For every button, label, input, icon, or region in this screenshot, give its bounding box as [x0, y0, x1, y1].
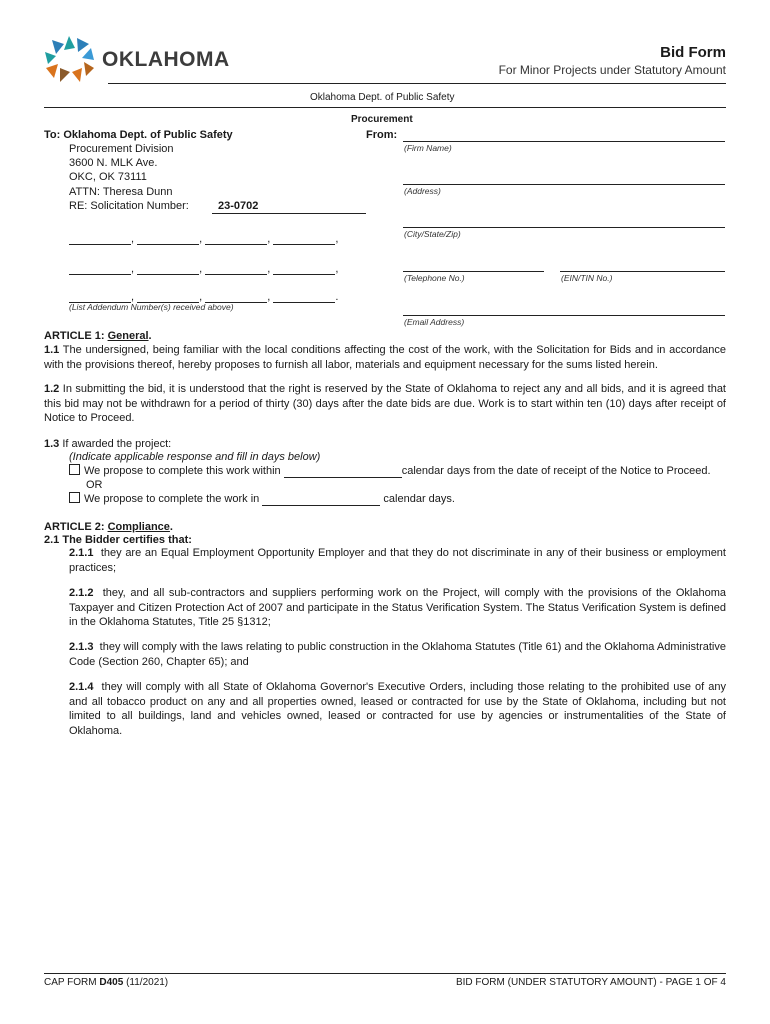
item-2-1-4-number: 2.1.4 — [69, 681, 94, 693]
addendum-field[interactable] — [273, 262, 335, 275]
footer-left — [44, 977, 168, 988]
to-line-1: Procurement Division — [69, 143, 174, 155]
addendum-field[interactable] — [273, 290, 335, 303]
section-1-3-number: 1.3 — [44, 438, 60, 450]
address-field[interactable] — [403, 184, 725, 185]
division-name: Procurement — [351, 114, 413, 125]
addendum-field[interactable] — [137, 232, 199, 245]
addendum-field[interactable] — [137, 262, 199, 275]
firm-name-caption: (Firm Name) — [404, 143, 452, 153]
addendum-row-2: , , , , — [69, 262, 338, 275]
firm-name-field[interactable] — [403, 141, 725, 142]
footer-right: BID FORM (UNDER STATUTORY AMOUNT) - PAGE 1 OF 4 — [455, 977, 726, 988]
agency-rule — [44, 107, 726, 108]
footer-form-date: (11/2021) — [123, 977, 169, 988]
article-1-title: General — [107, 330, 149, 342]
option-1-checkbox[interactable] — [69, 464, 80, 475]
item-2-1-1-number: 2.1.1 — [69, 547, 94, 559]
city-state-zip-caption: (City/State/Zip) — [404, 229, 461, 239]
telephone-field[interactable] — [403, 271, 544, 272]
option-1-suffix: calendar days from the date of receipt of the Notice to Proceed. — [401, 465, 711, 477]
footer-form-prefix: CAP FORM — [44, 977, 100, 988]
ein-tin-caption: (EIN/TIN No.) — [561, 273, 613, 283]
section-1-2-text: In submitting the bid, it is understood that the right is reserved by the State of Oklahoma to reject any and all bids, and it is agreed that this bid may not be withdrawn for a period of thirty (30) days after the date bids are due. Work is to start within ten (10) days after receipt of Notice to Proceed. — [44, 383, 726, 424]
email-caption: (Email Address) — [404, 317, 465, 327]
item-2-1-4-text: they will comply with all State of Oklahoma Governor's Executive Orders, including those relating to the prohibited use of any and all tobacco product on any and all properties owned, leased or contracted for use by the State of Oklahoma, including but not limited to all buildings, land and vehicles owned, leased or contracted for use by agencies or instrumentalities of the State of Oklahoma. — [69, 681, 726, 737]
to-line-3: OKC, OK 73111 — [69, 171, 147, 183]
agency-name: Oklahoma Dept. of Public Safety — [310, 92, 455, 103]
option-2-row — [69, 492, 455, 506]
solicitation-label: RE: Solicitation Number: — [69, 200, 189, 212]
addendum-field[interactable] — [205, 232, 267, 245]
article-2-heading: ARTICLE 2: Compliance. — [44, 521, 173, 533]
addendum-caption: (List Addendum Number(s) received above) — [69, 302, 234, 312]
option-1-prefix: We propose to complete this work within — [84, 465, 281, 477]
article-2-prefix: ARTICLE 2: — [44, 521, 108, 533]
section-1-3 — [44, 437, 171, 451]
city-state-zip-field[interactable] — [403, 227, 725, 228]
option-2-days-field[interactable] — [262, 493, 380, 506]
section-1-2-number: 1.2 — [44, 383, 60, 395]
solicitation-underline — [212, 213, 366, 214]
addendum-row-1: , , , , — [69, 232, 338, 245]
ein-tin-field[interactable] — [560, 271, 725, 272]
item-2-1-1 — [69, 546, 726, 575]
oklahoma-logo — [42, 34, 230, 86]
item-2-1-1-text: they are an Equal Employment Opportunity Employer and that they do not discriminate in any of their business or employment practices; — [69, 547, 726, 574]
or-text: OR — [86, 479, 103, 491]
section-1-3-text: If awarded the project: — [62, 438, 172, 450]
to-line-4: ATTN: Theresa Dunn — [69, 186, 173, 198]
item-2-1-4 — [69, 680, 726, 738]
addendum-field[interactable] — [205, 262, 267, 275]
item-2-1-2-number: 2.1.2 — [69, 587, 94, 599]
oklahoma-wordmark: OKLAHOMA — [102, 48, 230, 71]
star-logo-icon — [42, 34, 96, 86]
to-line-2: 3600 N. MLK Ave. — [69, 157, 158, 169]
option-1-row — [69, 464, 711, 478]
addendum-row-3: , , , . — [69, 290, 338, 303]
section-1-3-instruction: (Indicate applicable response and fill in days below) — [69, 451, 321, 463]
footer-rule — [44, 973, 726, 974]
footer-form-number: D405 — [99, 977, 124, 988]
section-1-1 — [44, 343, 726, 372]
telephone-caption: (Telephone No.) — [404, 273, 465, 283]
option-2-suffix: calendar days. — [383, 493, 455, 505]
addendum-field[interactable] — [273, 232, 335, 245]
section-1-1-text: The undersigned, being familiar with the local conditions affecting the cost of the work, with the Solicitation for Bids and in accordance with the provisions thereof, hereby proposes to furnish all labor, materials and equipment necessary for the sums listed herein. — [44, 344, 726, 371]
page-title: Bid Form — [660, 44, 726, 61]
address-caption: (Address) — [404, 186, 441, 196]
page-subtitle: For Minor Projects under Statutory Amount — [498, 63, 726, 77]
article-1-heading: ARTICLE 1: General. — [44, 330, 152, 342]
item-2-1-3-number: 2.1.3 — [69, 641, 94, 653]
addendum-field[interactable] — [69, 262, 131, 275]
article-1-prefix: ARTICLE 1: — [44, 330, 108, 342]
option-2-checkbox[interactable] — [69, 492, 80, 503]
section-1-2 — [44, 382, 726, 426]
item-2-1-3 — [69, 640, 726, 669]
to-label: To: Oklahoma Dept. of Public Safety — [44, 129, 233, 141]
section-1-1-number: 1.1 — [44, 344, 60, 356]
email-field[interactable] — [403, 315, 725, 316]
option-2-prefix: We propose to complete the work in — [84, 493, 260, 505]
section-2-1: 2.1 The Bidder certifies that: — [44, 534, 192, 546]
header-rule — [108, 83, 726, 84]
from-label: From: — [366, 129, 398, 141]
item-2-1-2 — [69, 586, 726, 630]
item-2-1-3-text: they will comply with the laws relating to public construction in the Oklahoma Statutes (Title 61) and the Oklahoma Administrative Code (Section 260, Chapter 65); and — [69, 641, 726, 668]
solicitation-number: 23-0702 — [218, 200, 259, 212]
article-2-title: Compliance — [107, 521, 170, 533]
option-1-days-field[interactable] — [284, 465, 402, 478]
addendum-field[interactable] — [69, 232, 131, 245]
item-2-1-2-text: they, and all sub-contractors and suppliers performing work on the Project, will comply with the provisions of the Oklahoma Taxpayer and Citizen Protection Act of 2007 and participate in the Status Verification System. The Status Verification System is defined in the Oklahoma Statutes, Title 25 §1312; — [69, 587, 726, 628]
